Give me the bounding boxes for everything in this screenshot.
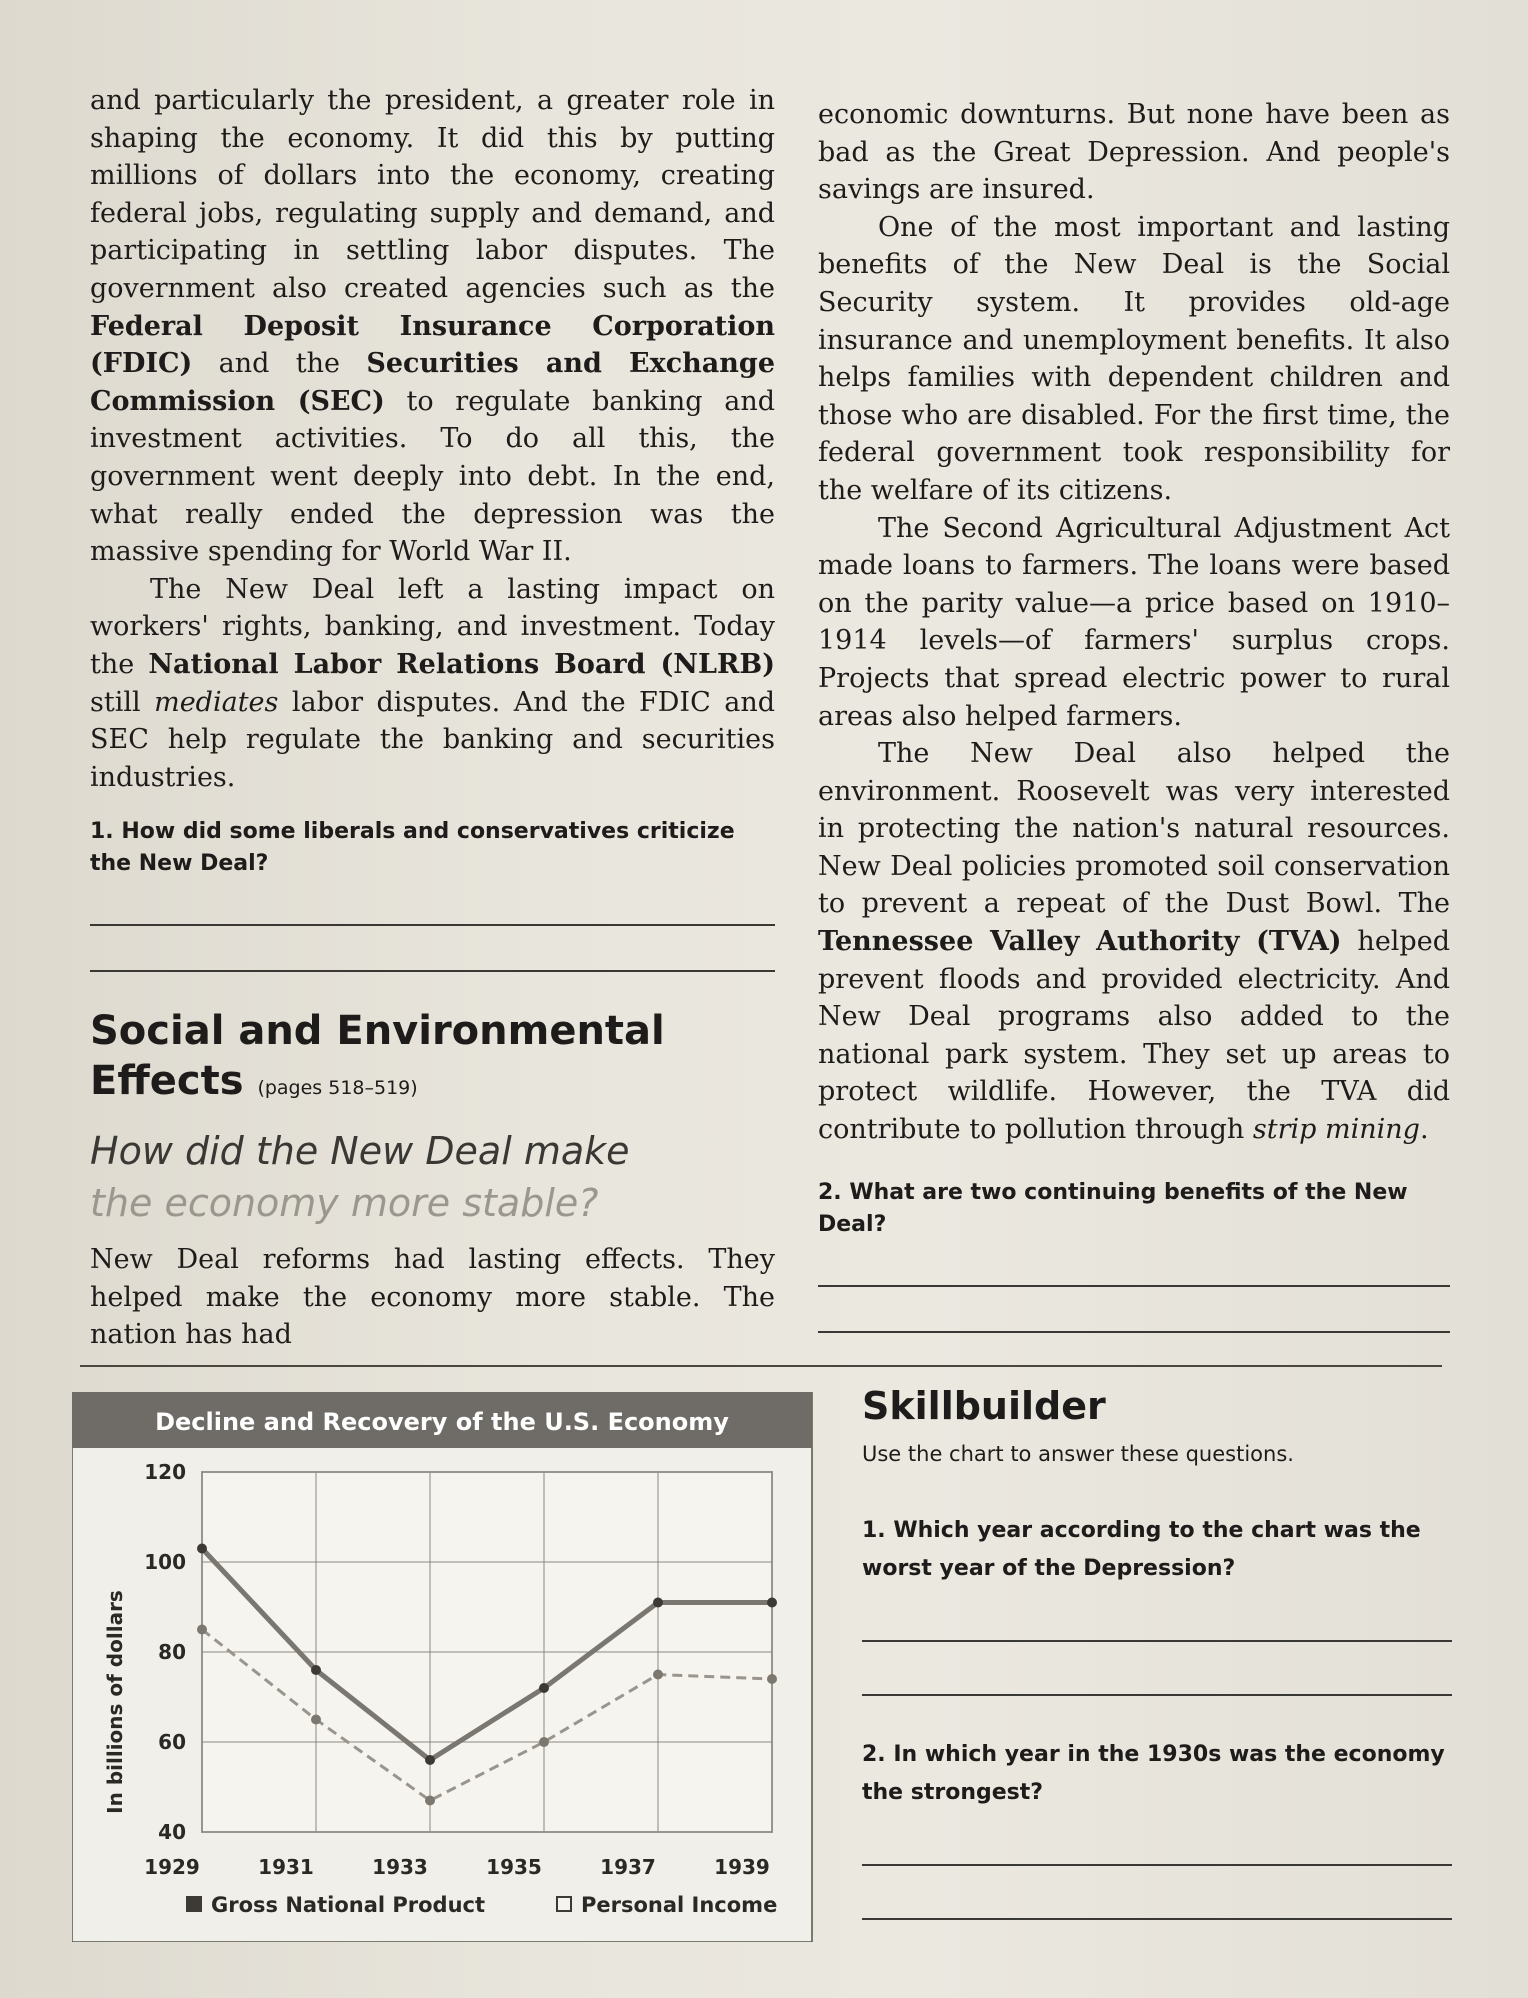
legend-label: Personal Income	[581, 1893, 778, 1917]
skill-question-2: 2. In which year in the 1930s was the economy the strongest?	[862, 1742, 1445, 1805]
x-tick-label: 1939	[714, 1855, 770, 1879]
section-question: How did the New Deal make the economy more stable?	[90, 1129, 630, 1226]
question-1: 1. How did some liberals and conservatives criticize the New Deal?	[90, 819, 735, 877]
term-strip-mining: strip mining	[1252, 1114, 1420, 1146]
data-point	[539, 1683, 549, 1693]
answer-line-q1-b[interactable]	[90, 930, 775, 972]
chart-title: Decline and Recovery of the U.S. Economy	[155, 1408, 729, 1436]
y-tick-label: 100	[144, 1550, 186, 1574]
paragraph-lasting-impact: The New Deal left a lasting impact on workers' rights, banking, and investment. Today the National Labor Relations Board (NLRB) still mediates labor disputes. And the FDIC and SEC help regulate the banking and securities industries.	[90, 573, 775, 793]
legend-swatch	[557, 1897, 571, 1911]
y-tick-label: 120	[144, 1460, 186, 1484]
answer-line-q1-a[interactable]	[90, 884, 775, 926]
skill-question-1: 1. Which year according to the chart was the worst year of the Depression?	[862, 1518, 1421, 1581]
data-point	[197, 1544, 207, 1554]
chart-grid	[202, 1472, 772, 1832]
data-point	[653, 1670, 663, 1680]
term-nlrb: National Labor Relations Board (NLRB)	[148, 648, 775, 680]
term-sec: Securities and Exchange Commission (SEC)	[90, 348, 775, 417]
y-axis-label: In billions of dollars	[103, 1590, 127, 1814]
data-point	[425, 1755, 435, 1765]
y-tick-label: 60	[158, 1730, 186, 1754]
data-point	[197, 1625, 207, 1635]
section-pages: (pages 518–519)	[257, 1077, 418, 1100]
economy-line-chart	[72, 1392, 822, 1942]
legend-swatch	[187, 1897, 201, 1911]
term-fdic: Federal Deposit Insurance Corporation (FDIC)	[90, 310, 775, 380]
left-column	[90, 82, 775, 1354]
paragraph-social-security: One of the most important and lasting benefits of the New Deal is the Social Security system. It provides old-age insurance and unemployment benefits. It also helps families with dependent children and those who are disabled. For the first time, the federal government took responsibility for the welfare of its citizens.	[818, 211, 1450, 506]
data-point	[767, 1674, 777, 1684]
answer-line-q2-b[interactable]	[818, 1291, 1450, 1333]
paragraph-reforms: New Deal reforms had lasting effects. They helped make the economy more stable. The nation has had	[90, 1244, 775, 1351]
skill-answer-line-2a[interactable]	[862, 1816, 1452, 1866]
x-tick-label: 1933	[372, 1855, 428, 1879]
skill-answer-line-1b[interactable]	[862, 1646, 1452, 1696]
x-tick-label: 1931	[258, 1855, 314, 1879]
skill-answer-line-2b[interactable]	[862, 1870, 1452, 1920]
x-tick-label: 1935	[486, 1855, 542, 1879]
answer-line-q2-a[interactable]	[818, 1245, 1450, 1287]
paragraph-agriculture: The Second Agricultural Adjustment Act made loans to farmers. The loans were based on the parity value—a price based on 1910–1914 levels—of farmers' surplus crops. Projects that spread electric power to rural areas also helped farmers.	[818, 512, 1450, 732]
term-mediates: mediates	[154, 686, 279, 718]
paragraph-downturns: economic downturns. But none have been as bad as the Great Depression. And people's savings are insured.	[818, 99, 1450, 206]
skillbuilder-panel	[862, 1382, 1452, 1920]
skill-answer-line-1a[interactable]	[862, 1592, 1452, 1642]
x-tick-label: 1937	[600, 1855, 656, 1879]
data-point	[539, 1737, 549, 1747]
term-tva: Tennessee Valley Authority (TVA)	[818, 926, 1342, 958]
skillbuilder-intro: Use the chart to answer these questions.	[862, 1442, 1294, 1466]
data-point	[767, 1598, 777, 1608]
paragraph-environment: The New Deal also helped the environment. Roosevelt was very interested in protecting the nation's natural resources. New Deal policies promoted soil conservation to prevent a repeat of the Dust Bowl. The Tennessee Valley Authority (TVA) helped prevent floods and provided electricity. And New Deal programs also added to the national park system. They set up areas to protect wildlife. However, the TVA did contribute to pollution through strip mining.	[818, 738, 1450, 1146]
legend-label: Gross National Product	[211, 1893, 486, 1917]
paragraph-government-role: and particularly the president, a greater role in shaping the economy. It did this by putting millions of dollars into the economy, creating federal jobs, regulating supply and demand, and participating in settling labor disputes. The government also created agencies such as the Federal Deposit Insurance Corporation (FDIC) and the Securities and Exchange Commission (SEC) to regulate banking and investment activities. To do all this, the government went deeply into debt. In the end, what really ended the depression was the massive spending for World War II.	[90, 85, 775, 568]
y-tick-label: 40	[158, 1820, 186, 1844]
skillbuilder-title: Skillbuilder	[862, 1384, 1106, 1428]
y-tick-label: 80	[158, 1640, 186, 1664]
data-point	[425, 1796, 435, 1806]
data-point	[311, 1715, 321, 1725]
question-2: 2. What are two continuing benefits of the New Deal?	[818, 1179, 1408, 1237]
x-tick-label: 1929	[144, 1855, 200, 1879]
right-column	[818, 96, 1450, 1333]
data-point	[653, 1598, 663, 1608]
chart-legend	[187, 1893, 777, 1917]
section-divider	[80, 1365, 1442, 1367]
data-point	[311, 1665, 321, 1675]
section-title: Social and Environmental Effects (pages 518–519)	[90, 1008, 665, 1105]
